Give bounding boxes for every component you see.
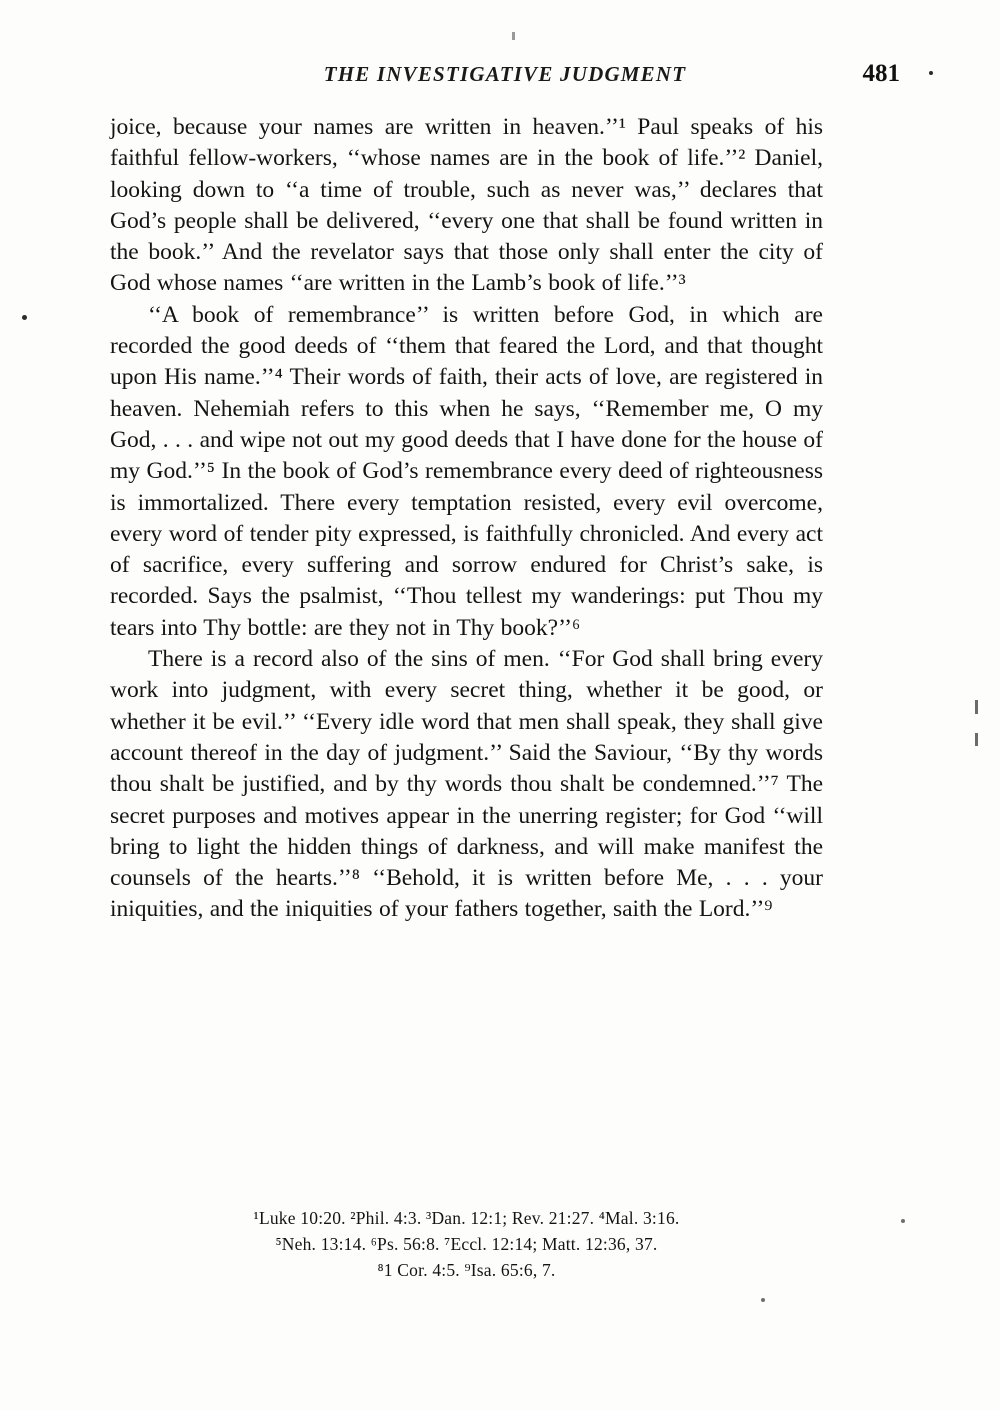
page-number: 481 (862, 60, 900, 87)
ink-speck-icon (901, 1219, 905, 1223)
running-head (110, 62, 900, 96)
ink-speck-icon (22, 315, 27, 320)
footnotes (110, 1205, 823, 1283)
paragraph-2: ‘‘A book of remembrance’’ is written before God, in which are recorded the good deeds of ‘‘them that feared the Lord, and that thought upon His name.’’⁴ Their words of faith, their acts of love, are registered in heaven. Nehemiah refers to this when he says, ‘‘Remember me, O my God, . . . and wipe not out my good deeds that I have done for the house of my God.’’⁵ In the book of God’s remembrance every deed of righteousness is immortalized. There every temptation resisted, every evil overcome, every word of tender pity expressed, is faithfully chronicled. And every act of sacrifice, every suffering and sorrow endured for Christ’s sake, is recorded. Says the psalmist, ‘‘Thou tellest my wanderings: put Thou my tears into Thy bottle: are they not in Thy book?’’⁶ (110, 301, 823, 641)
footnote-line-3: ⁸1 Cor. 4:5. ⁹Isa. 65:6, 7. (377, 1260, 556, 1280)
page-title: THE INVESTIGATIVE JUDGMENT (323, 62, 687, 86)
body-text-column (110, 112, 823, 926)
ink-speck-icon (761, 1298, 765, 1302)
ink-speck-icon (929, 71, 933, 75)
footnote-line-2: ⁵Neh. 13:14. ⁶Ps. 56:8. ⁷Eccl. 12:14; Matt. 12:36, 37. (275, 1234, 658, 1254)
ink-speck-icon (975, 733, 978, 746)
footnote-line-1: ¹Luke 10:20. ²Phil. 4:3. ³Dan. 12:1; Rev. 21:27. ⁴Mal. 3:16. (253, 1208, 680, 1228)
ink-speck-icon (512, 32, 515, 40)
paragraph-1: joice, because your names are written in heaven.’’¹ Paul speaks of his faithful fellow-workers, ‘‘whose names are in the book of life.’’² Daniel, looking down to ‘‘a time of trouble, such as never was,’’ declares that God’s people shall be delivered, ‘‘every one that shall be found written in the book.’’ And the revelator says that those only shall enter the city of God whose names ‘‘are written in the Lamb’s book of life.’’³ (110, 114, 823, 297)
paragraph-3: There is a record also of the sins of men. ‘‘For God shall bring every work into judgment, with every secret thing, whether it be good, or whether it be evil.’’ ‘‘Every idle word that men shall speak, they shall give account thereof in the day of judgment.’’ Said the Saviour, ‘‘By thy words thou shalt be justified, and by thy words thou shalt be condemned.’’⁷ The secret purposes and motives appear in the unerring register; for God ‘‘will bring to light the hidden things of darkness, and will make manifest the counsels of the hearts.’’⁸ ‘‘Behold, it is written before Me, . . . your iniquities, and the iniquities of your fathers together, saith the Lord.’’⁹ (110, 646, 823, 923)
ink-speck-icon (975, 700, 978, 714)
